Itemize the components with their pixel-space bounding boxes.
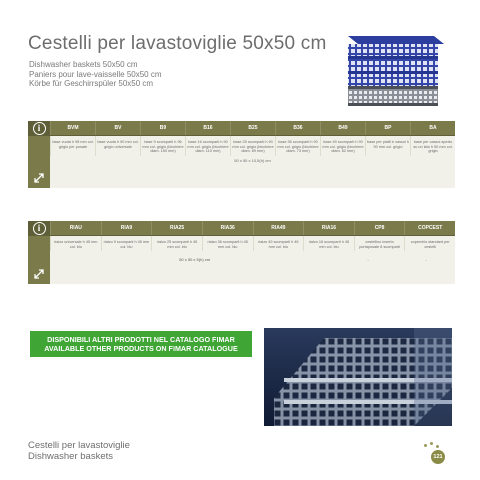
table-cell: rialzo 36 scomparti h 45 mm col. blu — [202, 236, 253, 251]
column-header: BP — [365, 121, 410, 135]
column-header: RIA49 — [253, 221, 304, 235]
column-header: RIA36 — [202, 221, 253, 235]
info-icon[interactable]: i — [33, 122, 46, 135]
bases-table-header — [28, 121, 455, 136]
info-icon[interactable]: i — [33, 222, 46, 235]
basket-stack-image — [338, 30, 448, 112]
column-header: B16 — [185, 121, 230, 135]
table-row — [50, 236, 455, 251]
expand-arrows-icon[interactable] — [33, 268, 45, 280]
table-cell: base 16 scomparti h 90 mm col. grigio (bicchiere diam. 110 mm) — [185, 136, 230, 156]
table-cell: base 9 scomparti h 96 mm col. grigio (bicchiere diam. 150 mm) — [140, 136, 185, 156]
column-header: BVM — [50, 121, 95, 135]
column-header: B25 — [230, 121, 275, 135]
column-header: B36 — [275, 121, 320, 135]
column-header: RIA16 — [303, 221, 354, 235]
column-header: BV — [95, 121, 140, 135]
table-cell: rialzo 25 scomparti h 45 mm col. blu — [151, 236, 202, 251]
table-cell: base per piatti e vassoi h 90 mm col. grigio — [365, 136, 410, 156]
table-cell: base 36 scomparti h 90 mm col. grigio (bicchiere diam. 73 mm) — [275, 136, 320, 156]
table-cell: rialzo 16 scomparti h 45 mm col. blu — [303, 236, 354, 251]
table-cell: base vuota h 90 mm col. grigio universale — [95, 136, 140, 156]
basket-photo — [264, 328, 452, 426]
table-cell: base 49 scomparti h 90 mm col. grigio (bicchiere diam. 62 mm) — [320, 136, 365, 156]
table-cell: rialzo 9 scomparti h 45 mm col. blu — [101, 236, 152, 251]
subtitle-de: Körbe für Geschirrspüler 50x50 cm — [29, 79, 154, 88]
footer-line-en: Dishwasher baskets — [28, 451, 114, 462]
extensions-table-header — [28, 221, 455, 236]
table-cell: base 25 scomparti h 90 mm col. grigio (bicchiere diam. 89 mm) — [230, 136, 275, 156]
column-header: COPCEST — [404, 221, 455, 235]
column-header: CP8 — [354, 221, 405, 235]
column-header: BA — [410, 121, 455, 135]
info-cell — [28, 221, 50, 235]
catalogue-banner[interactable] — [30, 331, 252, 357]
extensions-table-body — [28, 236, 455, 284]
table-cell: coperchio standard per cestelli — [404, 236, 455, 251]
column-header: RIA9 — [101, 221, 152, 235]
expand-arrows-icon[interactable] — [33, 172, 45, 184]
page-subtitles — [29, 60, 162, 89]
table-cell: base per vassoi aperto su un lato h 90 mm col. grigio — [410, 136, 455, 156]
table-cell: cestellino inserto portaposate 8 scomparti — [354, 236, 405, 251]
table-cell: rialzo 49 scomparti h 45 mm col. blu — [253, 236, 304, 251]
subtitle-en: Dishwasher baskets 50x50 cm — [29, 60, 138, 69]
page-number: 121 — [431, 450, 445, 464]
column-header: RIA25 — [151, 221, 202, 235]
column-header: B49 — [320, 121, 365, 135]
footer-line-it: Cestelli per lavastoviglie — [28, 440, 130, 451]
subtitle-fr: Paniers pour lave-vaisselle 50x50 cm — [29, 69, 162, 79]
info-cell — [28, 121, 50, 135]
extensions-table — [28, 221, 455, 284]
dimension-cell: - — [367, 257, 369, 263]
dimension-cell: - — [425, 257, 427, 263]
dimension-row: 50 x 50 x 10,5(h) cm — [234, 157, 271, 163]
table-cell: rialzo universale h 45 mm col. blu — [50, 236, 101, 251]
dimension-cell: 50 x 50 x 5(h) cm — [179, 257, 211, 263]
table-row — [50, 136, 455, 156]
bases-table — [28, 121, 455, 188]
page-title: Cestelli per lavastoviglie 50x50 cm — [28, 33, 327, 54]
banner-line-it: DISPONIBILI ALTRI PRODOTTI NEL CATALOGO FIMAR — [47, 335, 235, 344]
column-header: B9 — [140, 121, 185, 135]
expand-cell — [28, 136, 50, 188]
bases-table-body — [28, 136, 455, 188]
column-header: RIAU — [50, 221, 101, 235]
page-footer — [28, 440, 130, 462]
expand-cell — [28, 236, 50, 284]
table-cell: base vuota h 98 mm col. grigio per posate — [50, 136, 95, 156]
dimension-row — [50, 251, 455, 268]
banner-line-en: AVAILABLE OTHER PRODUCTS ON FIMAR CATALOGUE — [44, 344, 238, 353]
